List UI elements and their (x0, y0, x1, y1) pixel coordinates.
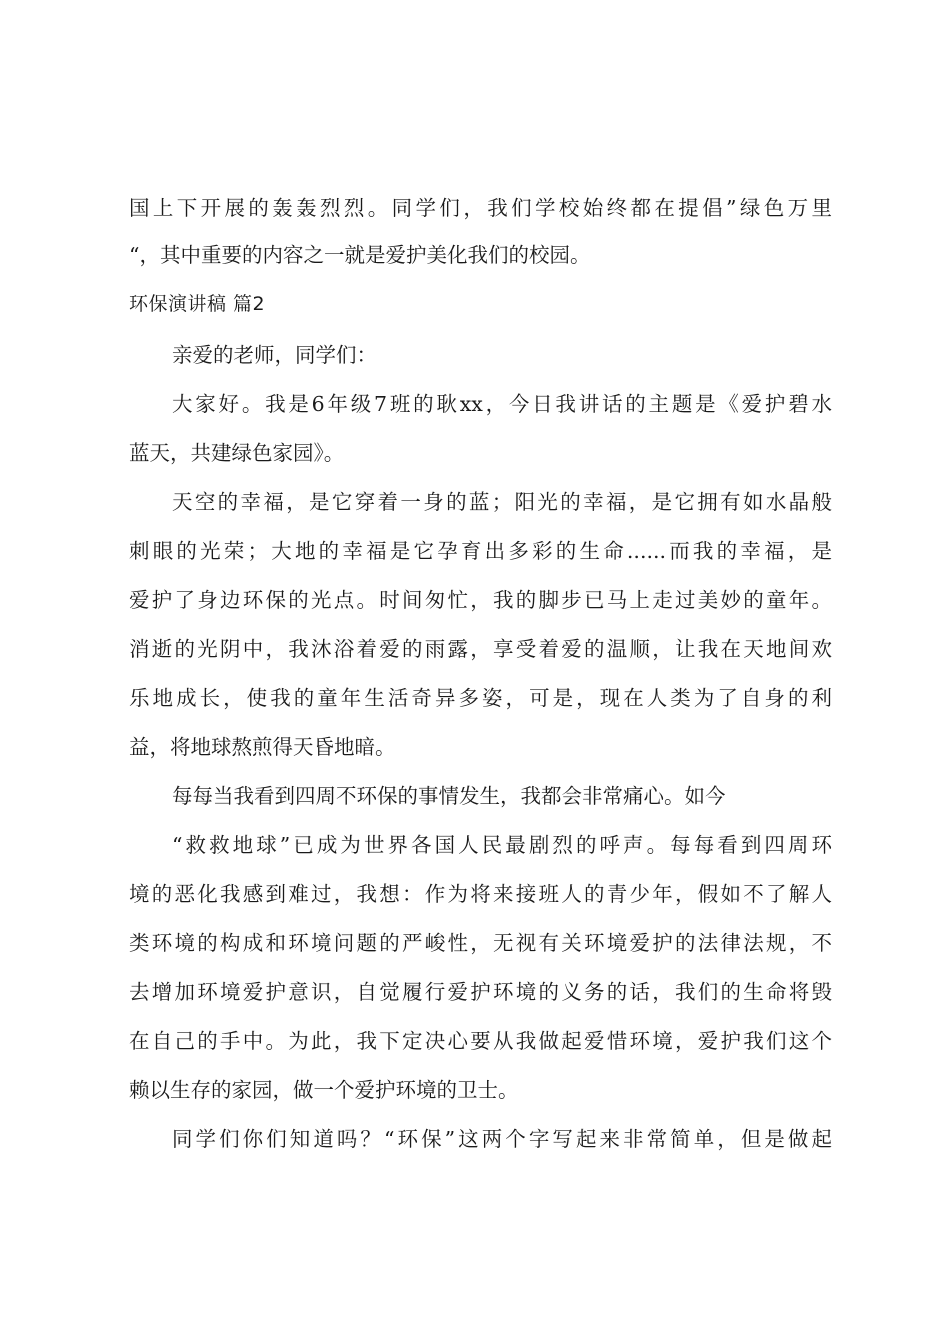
text-line: “救救地球”已成为世界各国人民最剧烈的呼声。每每看到四周环 (172, 833, 832, 857)
salutation: 亲爱的老师，同学们： (172, 343, 377, 367)
text-line: 乐地成长，使我的童年生活奇异多姿，可是，现在人类为了自身的利 (129, 686, 832, 710)
text-line: 同学们你们知道吗？“环保”这两个字写起来非常简单，但是做起 (172, 1127, 832, 1151)
text-line: 每每当我看到四周不环保的事情发生，我都会非常痛心。如今 (172, 784, 726, 808)
text-line: 境的恶化我感到难过，我想：作为将来接班人的青少年，假如不了解人 (129, 882, 832, 906)
text-line: 益，将地球熬煎得天昏地暗。 (129, 735, 396, 759)
text-line: 天空的幸福，是它穿着一身的蓝；阳光的幸福，是它拥有如水晶般 (172, 490, 832, 514)
text-line: 刺眼的光荣；大地的幸福是它孕育出多彩的生命......而我的幸福，是 (129, 539, 832, 563)
section-heading: 环保演讲稿 篇2 (129, 293, 266, 315)
text-line: 在自己的手中。为此，我下定决心要从我做起爱惜环境，爱护我们这个 (129, 1029, 832, 1053)
text-line: “，其中重要的内容之一就是爱护美化我们的校园。 (129, 243, 591, 267)
text-line: 蓝天，共建绿色家园》。 (129, 441, 345, 465)
text-line: 赖以生存的家园，做一个爱护环境的卫士。 (129, 1078, 519, 1102)
text-line: 消逝的光阴中，我沐浴着爱的雨露，享受着爱的温顺，让我在天地间欢 (129, 637, 832, 661)
text-line: 去增加环境爱护意识，自觉履行爱护环境的义务的话，我们的生命将毁 (129, 980, 832, 1004)
text-line: 爱护了身边环保的光点。时间匆忙，我的脚步已马上走过美妙的童年。 (129, 588, 832, 612)
text-line: 国上下开展的轰轰烈烈。同学们，我们学校始终都在提倡”绿色万里 (129, 196, 832, 220)
text-line: 大家好。我是6年级7班的耿xx，今日我讲话的主题是《爱护碧水 (172, 392, 832, 416)
text-line: 类环境的构成和环境问题的严峻性，无视有关环境爱护的法律法规，不 (129, 931, 832, 955)
